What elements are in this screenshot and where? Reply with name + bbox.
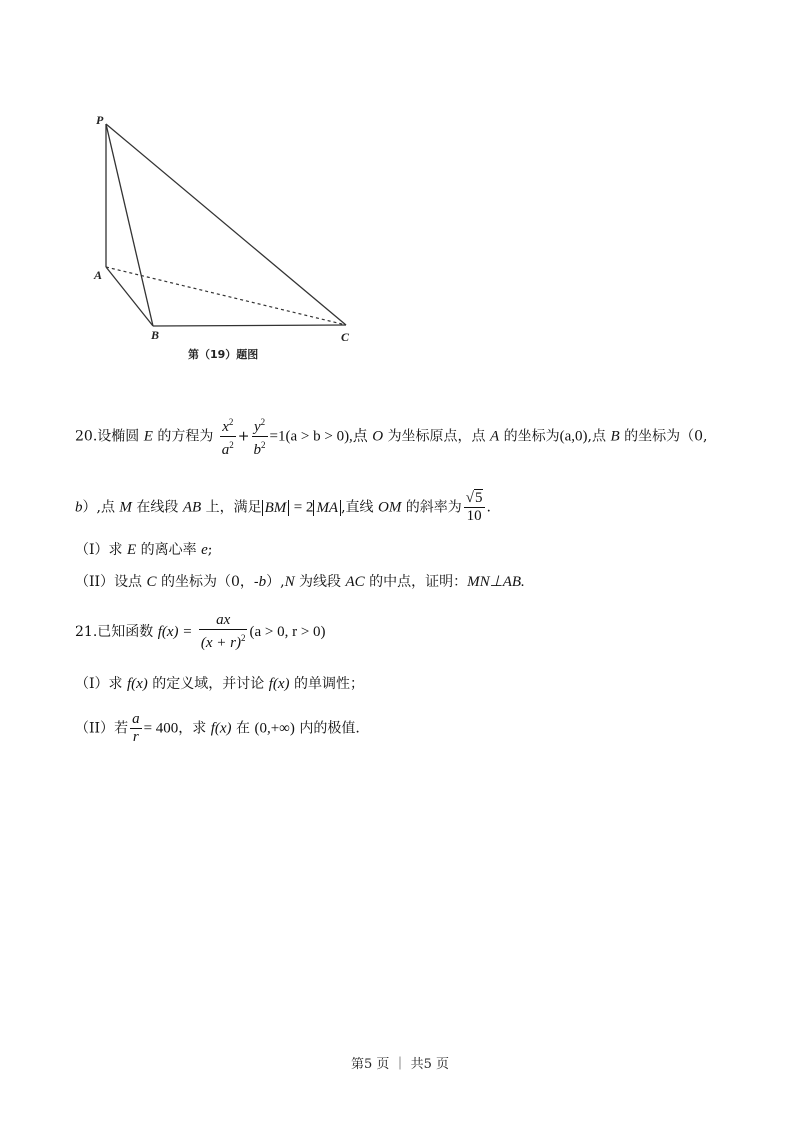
q20-line1: 20.设椭圆 E 的方程为 $\frac{x^2}{a^2}$ + $\frac{y^2}{b^2}$ =1(a > b > 0),点 O 为坐标原点，点 A 的坐标为(a,0),点 B 的坐标为（0,	[75, 414, 707, 459]
q20-part2: （II）设点 C 的坐标为（0，-b）,N 为线段 AC 的中点，证明：MN⊥AB.	[75, 574, 525, 590]
q20-part1: （I）求 E 的离心率 e;	[75, 542, 213, 558]
label-C: C	[341, 330, 350, 344]
figure-caption: 第（19）题图	[188, 348, 259, 361]
q20-line2: b）,点 M 在线段 AB 上，满足 BM = 2 MA ,直线 OM 的斜率为 $\frac{√5}{10}$ .	[75, 490, 491, 524]
fraction-fx: $\frac{ax}{(x + r)^2}$	[200, 612, 246, 651]
label-A: A	[94, 268, 103, 282]
edge-AC-hidden	[106, 267, 346, 325]
q21-number: 21.	[75, 624, 98, 640]
edge-PC	[106, 124, 346, 325]
label-P: P	[96, 113, 104, 127]
fraction-a-r: $\frac{a}{r}$	[132, 711, 140, 745]
pyramid-diagram	[90, 110, 370, 340]
label-B: B	[151, 328, 160, 342]
q21-part1: （I）求 f(x) 的定义域，并讨论 f(x) 的单调性；	[75, 676, 364, 692]
edge-BC	[153, 325, 346, 326]
q21-line1: 21.已知函数 f(x) = $\frac{ax}{(x + r)^2}$ (a > 0, r > 0)	[75, 612, 326, 651]
figure-19	[90, 110, 370, 370]
fraction-x2-a2: $\frac{x^2}{a^2}$	[220, 414, 236, 459]
fraction-slope: $\frac{√5}{10}$	[465, 490, 483, 524]
fraction-y2-b2: $\frac{y^2}{b^2}$	[252, 414, 268, 459]
q20-number: 20.	[75, 428, 98, 445]
q21-part2: （II）若 $\frac{a}{r}$ = 400，求 f(x) 在 (0,+∞) 内的极值.	[75, 711, 360, 745]
page-footer: 第5 页 ｜ 共5 页	[350, 1057, 450, 1072]
